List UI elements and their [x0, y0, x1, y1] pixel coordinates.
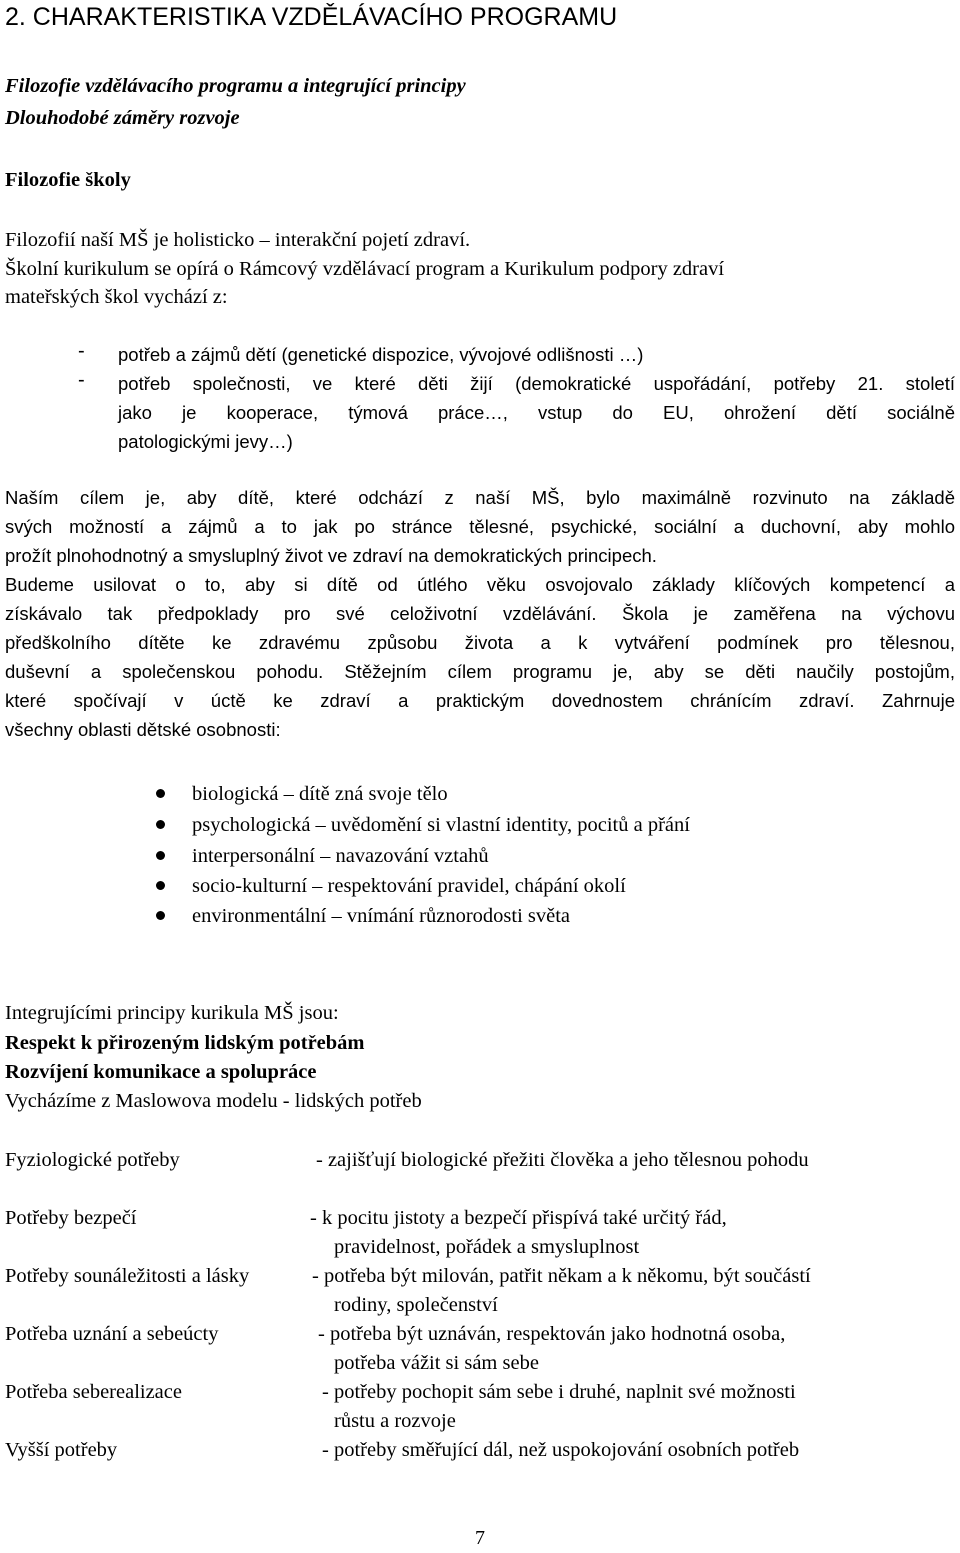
need-description-continued: růstu a rozvoje: [334, 1410, 456, 1432]
dash-marker: -: [78, 369, 85, 391]
need-description: - potřeba být uznáván, respektován jako hodnotná osoba,: [318, 1323, 786, 1345]
goal-line-5: získávalo tak předpoklady pro své celoživotní vzdělávání. Škola je zaměřena na výchovu: [5, 603, 955, 624]
goal-line-8: které spočívají v úctě ke zdraví a praktickým dovednostem chránícím zdraví. Zahrnuje: [5, 690, 955, 711]
section-title-school-philosophy: Filozofie školy: [5, 169, 131, 191]
goal-line-3: prožít plnohodnotný a smysluplný život ve zdraví na demokratických principech.: [5, 545, 657, 566]
page-number: 7: [475, 1527, 485, 1549]
need-description: - potřeba být milován, patřit někam a k někomu, být součástí: [312, 1265, 811, 1287]
need-name: Vyšší potřeby: [5, 1439, 118, 1461]
list-item: environmentální – vnímání různorodosti světa: [192, 905, 571, 927]
intro-line-3: mateřských škol vychází z:: [5, 286, 228, 308]
goal-line-9: všechny oblasti dětské osobnosti:: [5, 719, 281, 740]
bullet-icon: [156, 881, 165, 890]
list-item: biologická – dítě zná svoje tělo: [192, 783, 448, 805]
maslow-model-line: Vycházíme z Maslowova modelu - lidských potřeb: [5, 1090, 422, 1112]
dash-marker: -: [78, 340, 85, 362]
principle-communication: Rozvíjení komunikace a spolupráce: [5, 1061, 317, 1083]
subheading-philosophy: Filozofie vzdělávacího programu a integrující principy: [5, 75, 466, 97]
page-heading: 2. CHARAKTERISTIKA VZDĚLÁVACÍHO PROGRAMU: [5, 3, 618, 31]
dash-list-item-1: potřeb a zájmů dětí (genetické dispozice, vývojové odlišnosti …): [118, 344, 644, 365]
goal-line-1: Naším cílem je, aby dítě, které odchází z naší MŠ, bylo maximálně rozvinuto na základě: [5, 487, 955, 508]
intro-line-2: Školní kurikulum se opírá o Rámcový vzdělávací program a Kurikulum podpory zdraví: [5, 258, 725, 280]
principle-respect: Respekt k přirozeným lidským potřebám: [5, 1032, 365, 1054]
goal-line-4: Budeme usilovat o to, aby si dítě od útlého věku osvojovalo základy klíčových kompetencí a: [5, 574, 955, 595]
goal-line-6: předškolního dítěte ke zdravému způsobu života a k vytváření podmínek pro tělesnou,: [5, 632, 955, 653]
bullet-icon: [156, 789, 165, 798]
need-description-continued: pravidelnost, pořádek a smysluplnost: [334, 1236, 640, 1258]
bullet-icon: [156, 911, 165, 920]
need-name: Fyziologické potřeby: [5, 1149, 180, 1171]
subheading-long-term-goals: Dlouhodobé záměry rozvoje: [5, 107, 240, 129]
dash-list-item-2-line-1: potřeb společnosti, ve které děti žijí (demokratické uspořádání, potřeby 21. století: [118, 373, 955, 394]
goal-line-7: duševní a společenskou pohodu. Stěžejním cílem programu je, aby se děti naučily postojům,: [5, 661, 955, 682]
need-description: - zajišťují biologické přežiti člověka a jeho tělesnou pohodu: [316, 1149, 809, 1171]
list-item: psychologická – uvědomění si vlastní identity, pocitů a přání: [192, 814, 690, 836]
bullet-icon: [156, 851, 165, 860]
list-item: socio-kulturní – respektování pravidel, chápání okolí: [192, 875, 626, 897]
need-description: - potřeby pochopit sám sebe i druhé, naplnit své možnosti: [322, 1381, 796, 1403]
need-description: - potřeby směřující dál, než uspokojování osobních potřeb: [322, 1439, 800, 1461]
need-description: - k pocitu jistoty a bezpečí přispívá také určitý řád,: [310, 1207, 727, 1229]
need-description-continued: potřeba vážit si sám sebe: [334, 1352, 539, 1374]
dash-list-item-2-line-2: jako je kooperace, týmová práce…, vstup do EU, ohrožení dětí sociálně: [118, 402, 955, 423]
need-name: Potřeba uznání a sebeúcty: [5, 1323, 219, 1345]
need-description-continued: rodiny, společenství: [334, 1294, 498, 1316]
dash-list-item-2-line-3: patologickými jevy…): [118, 431, 293, 452]
need-name: Potřeba seberealizace: [5, 1381, 182, 1403]
intro-line-1: Filozofií naší MŠ je holisticko – interakční pojetí zdraví.: [5, 229, 471, 251]
need-name: Potřeby sounáležitosti a lásky: [5, 1265, 250, 1287]
principles-intro: Integrujícími principy kurikula MŠ jsou:: [5, 1002, 339, 1024]
bullet-icon: [156, 820, 165, 829]
need-name: Potřeby bezpečí: [5, 1207, 137, 1229]
goal-line-2: svých možností a zájmů a to jak po stránce tělesné, psychické, sociální a duchovní, aby mohlo: [5, 516, 955, 537]
list-item: interpersonální – navazování vztahů: [192, 845, 489, 867]
